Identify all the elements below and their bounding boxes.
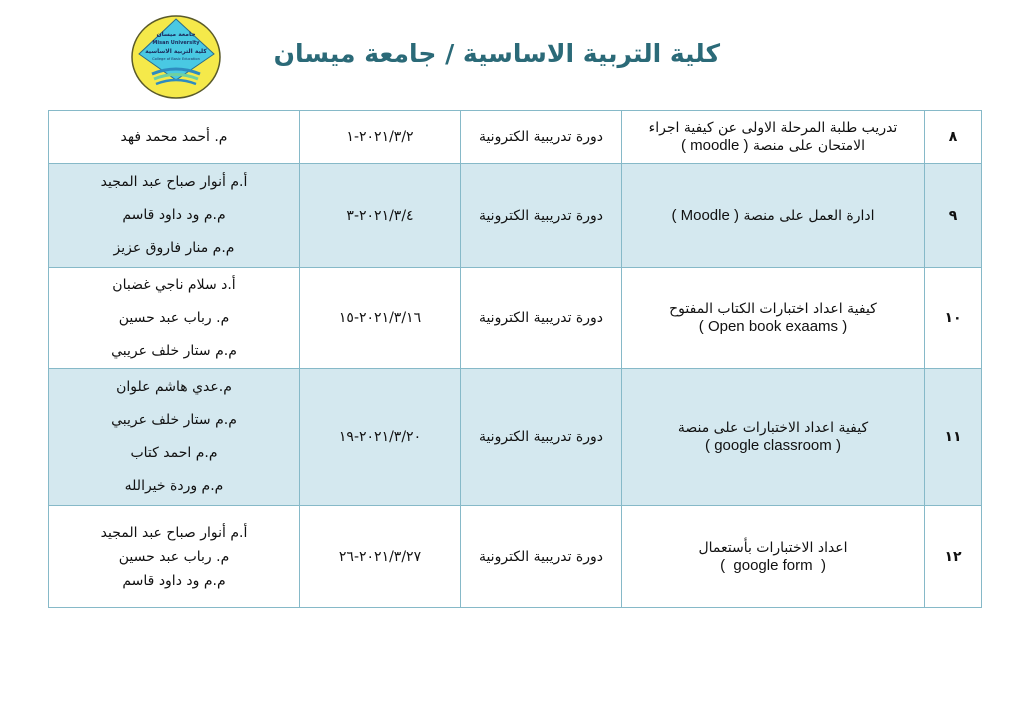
course-type: دورة تدريبية الكترونية — [461, 268, 622, 369]
course-type: دورة تدريبية الكترونية — [461, 369, 622, 506]
topic-text: كيفية اعداد اختبارات الكتاب المفتوح — [669, 301, 877, 317]
trainers-cell — [49, 111, 300, 164]
trainer-name: أ.م أنوار صباح عبد المجيد — [100, 524, 248, 541]
date-value: ٢٠٢١/٣/٤-٣ — [346, 207, 414, 224]
trainer-name: م.عدي هاشم علوان — [116, 379, 232, 395]
trainer-name: م.م ستار خلف عريبي — [111, 412, 237, 428]
trainer-name: م.م منار فاروق عزيز — [113, 240, 235, 256]
row-number: ١٢ — [925, 506, 982, 608]
table-row — [49, 164, 982, 268]
topic-text: اعداد الاختبارات بأستعمال — [698, 539, 848, 556]
course-date — [300, 111, 461, 164]
trainer-name: م.م ود داود قاسم — [122, 572, 226, 589]
topic-platform: ( Moodle ) — [671, 206, 739, 224]
course-date — [300, 369, 461, 506]
topic-platform: ( moodle ) — [680, 137, 749, 154]
topic-cell — [622, 369, 925, 506]
row-number: ١٠ — [925, 268, 982, 369]
svg-text:كلية التربية الاساسية: كلية التربية الاساسية — [145, 48, 207, 55]
svg-text:College of Basic Education: College of Basic Education — [152, 57, 200, 61]
trainer-name: م. رباب عبد حسين — [118, 309, 230, 326]
trainer-name: م. أحمد محمد فهد — [120, 128, 228, 145]
trainers-cell — [49, 268, 300, 369]
topic-platform: ( google form ) — [720, 556, 826, 574]
trainer-name: أ.م أنوار صباح عبد المجيد — [100, 174, 248, 190]
trainers-cell — [49, 164, 300, 268]
training-schedule-table — [48, 110, 982, 608]
course-type: دورة تدريبية الكترونية — [461, 506, 622, 608]
logo-text: جامعة ميسان — [156, 31, 196, 38]
row-number: ٨ — [925, 111, 982, 164]
topic-cell — [622, 111, 925, 164]
page-title: كلية التربية الاساسية / جامعة ميسان — [273, 39, 720, 68]
svg-text:Misan University: Misan University — [152, 40, 200, 46]
course-date — [300, 506, 461, 608]
date-value: ٢٠٢١/٣/٢-١ — [346, 129, 414, 145]
topic-text: كيفية اعداد الاختبارات على منصة — [677, 420, 869, 436]
page-header — [0, 0, 1024, 108]
topic-text: ادارة العمل على منصة — [743, 207, 875, 224]
trainer-name: م.م وردة خيرالله — [124, 478, 224, 494]
trainer-name: م. رباب عبد حسين — [118, 548, 230, 565]
course-type: دورة تدريبية الكترونية — [461, 164, 622, 268]
topic-text: تدريب طلبة المرحلة الاولى عن كيفية اجراء الامتحان على منصة — [648, 120, 898, 154]
trainer-name: أ.د سلام ناجي غضبان — [112, 276, 236, 293]
course-date — [300, 268, 461, 369]
trainers-cell — [49, 369, 300, 506]
trainers-cell — [49, 506, 300, 608]
university-seal-logo — [130, 14, 222, 100]
table-row — [49, 268, 982, 369]
row-number: ٩ — [925, 164, 982, 268]
table-row — [49, 111, 982, 164]
trainer-name: م.م احمد كتاب — [130, 445, 218, 461]
table-row — [49, 369, 982, 506]
course-type: دورة تدريبية الكترونية — [461, 111, 622, 164]
topic-platform: ( google classroom ) — [705, 437, 841, 454]
trainer-name: م.م ود داود قاسم — [122, 207, 226, 223]
table-row — [49, 506, 982, 608]
topic-cell — [622, 268, 925, 369]
trainer-name: م.م ستار خلف عريبي — [111, 342, 237, 359]
topic-cell — [622, 164, 925, 268]
date-value: ٢٠٢١/٣/٢٠-١٩ — [338, 429, 422, 445]
topic-platform: ( Open book exaams ) — [698, 318, 848, 335]
date-value: ٢٠٢١/٣/١٦-١٥ — [338, 310, 422, 326]
course-date — [300, 164, 461, 268]
row-number: ١١ — [925, 369, 982, 506]
date-value: ٢٠٢١/٣/٢٧-٢٦ — [338, 548, 422, 565]
topic-cell — [622, 506, 925, 608]
